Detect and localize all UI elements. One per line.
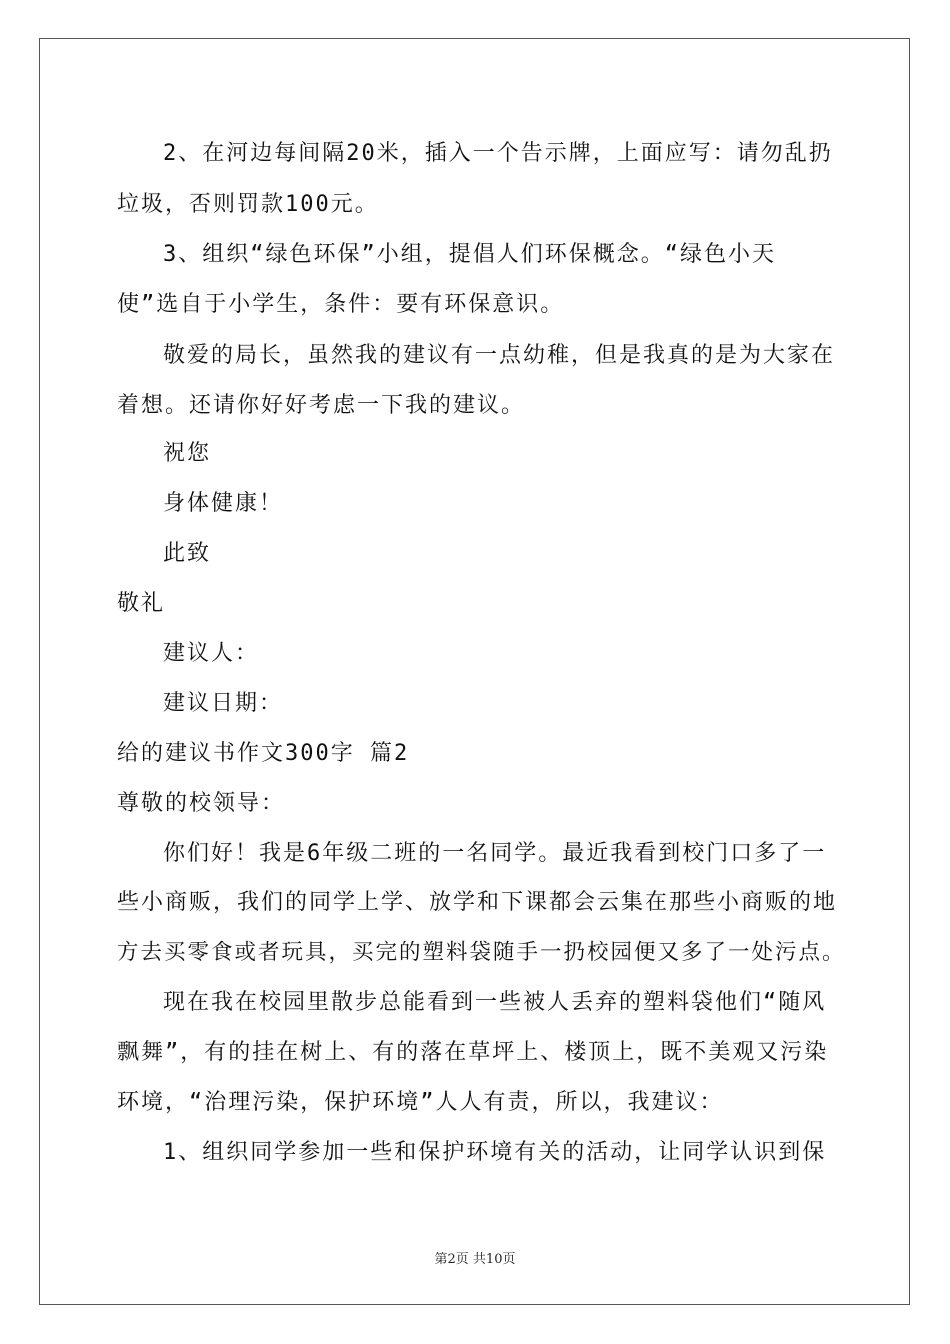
- closing-line: 敬礼: [117, 591, 166, 616]
- closing-line: 此致: [163, 541, 212, 566]
- section-heading: 给的建议书作文300字 篇2: [117, 741, 410, 766]
- paragraph-line: 垃圾，否则罚款100元。: [117, 192, 379, 217]
- signature-line: 建议人：: [163, 641, 260, 666]
- greeting-line: 祝您: [163, 441, 212, 466]
- paragraph-line: 着想。还请你好好考虑一下我的建议。: [117, 393, 526, 418]
- paragraph-line: 使”选自于小学生，条件：要有环保意识。: [117, 292, 565, 317]
- paragraph-line: 飘舞”，有的挂在树上、有的落在草坪上、楼顶上，既不美观又污染: [117, 1040, 829, 1065]
- paragraph-line: 你们好！我是6年级二班的一名同学。最近我看到校门口多了一: [163, 841, 827, 866]
- paragraph-line: 方去买零食或者玩具，买完的塑料袋随手一扔校园便又多了一处污点。: [117, 940, 846, 965]
- greeting-line: 身体健康！: [163, 491, 284, 516]
- page-number-footer: 第2页 共10页: [434, 1252, 516, 1267]
- paragraph-line: 些小商贩，我们的同学上学、放学和下课都会云集在那些小商贩的地: [117, 890, 838, 915]
- salutation-line: 尊敬的校领导：: [117, 791, 286, 816]
- paragraph-line: 现在我在校园里散步总能看到一些被人丢弃的塑料袋他们“随风: [163, 990, 827, 1015]
- date-line: 建议日期：: [163, 691, 284, 716]
- paragraph-line: 敬爱的局长，虽然我的建议有一点幼稚，但是我真的是为大家在: [163, 343, 836, 368]
- paragraph-line: 环境，“治理污染，保护环境”人人有责，所以，我建议：: [117, 1090, 724, 1115]
- paragraph-line: 2、在河边每间隔20米，插入一个告示牌，上面应写：请勿乱扔: [163, 141, 833, 166]
- paragraph-line: 3、组织“绿色环保”小组，提倡人们环保概念。“绿色小天: [163, 242, 776, 267]
- paragraph-line: 1、组织同学参加一些和保护环境有关的活动，让同学认识到保: [163, 1140, 827, 1165]
